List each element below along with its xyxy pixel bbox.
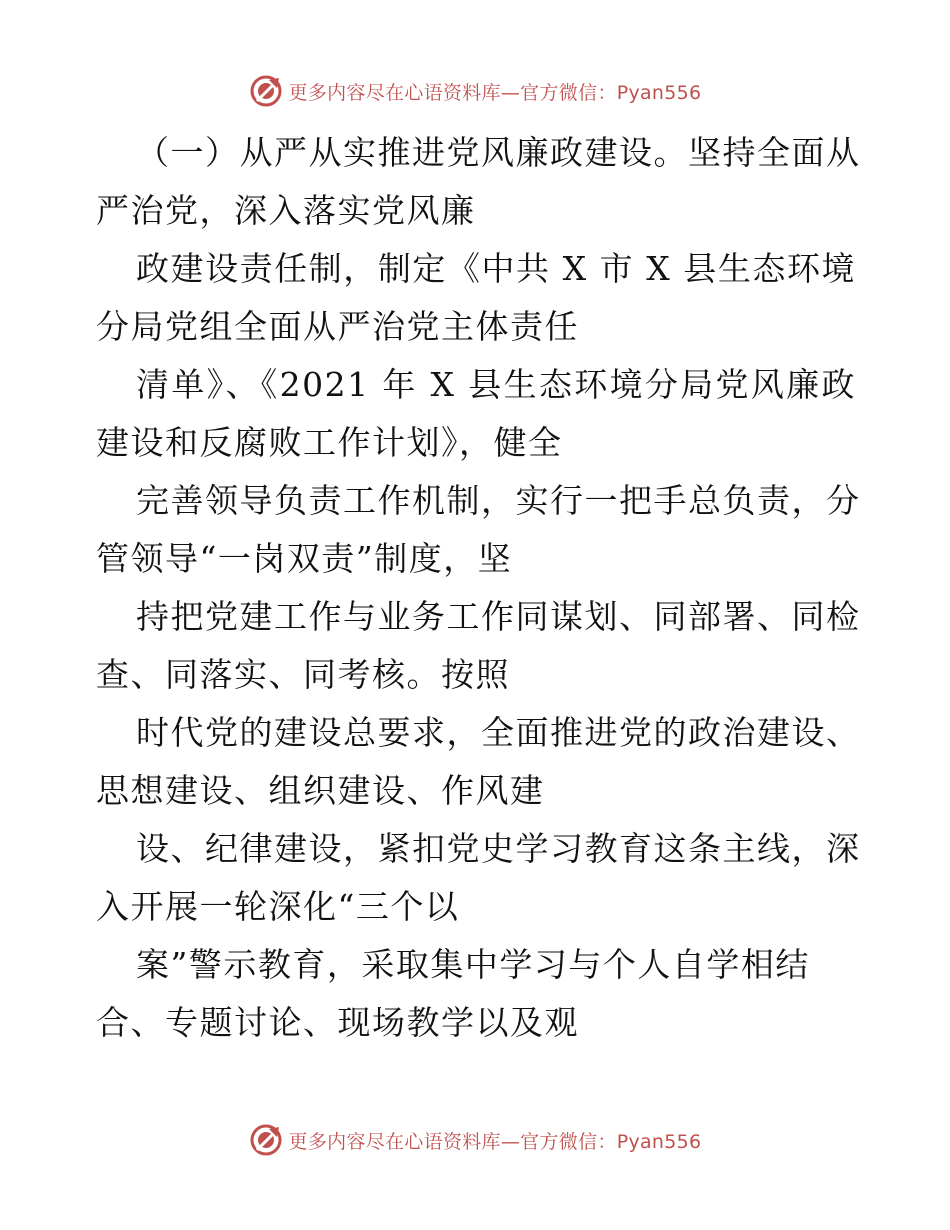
body-line: 案”警示教育，采取集中学习与个人自学相结 [136,945,810,984]
watermark-wechat-label: 官方微信： [520,81,617,104]
body-line: 完善领导负责工作机制，实行一把手总负责，分 [136,481,861,520]
watermark-wechat-id: Pyan556 [616,1130,702,1153]
body-line: 设、纪律建设，紧扣党史学习教育这条主线，深 [136,829,861,868]
body-line: 入开展一轮深化“三个以 [96,887,460,926]
document-body [96,124,861,1052]
watermark-separator: — [500,81,521,104]
watermark-header [0,69,950,113]
body-line: 建设和反腐败工作计划》，健全 [96,423,563,462]
body-line: （一）从严从实推进党风廉政建设。坚持全面从 [136,133,861,172]
watermark-site-text: 更多内容尽在心语资料库 [288,81,501,104]
body-line: 持把党建工作与业务工作同谋划、同部署、同检 [136,597,861,636]
site-logo-icon [249,74,283,108]
watermark-footer [0,1118,950,1162]
body-line: 政建设责任制，制定《中共 X 市 X 县生态环境 [136,249,856,288]
body-line: 清单》、《2021 年 X 县生态环境分局党风廉政 [136,365,856,404]
watermark-site-text: 更多内容尽在心语资料库 [288,1130,501,1153]
body-line: 分局党组全面从严治党主体责任 [96,307,579,346]
watermark-separator: — [500,1130,521,1153]
watermark-text [289,1127,702,1154]
site-logo-icon [249,1123,283,1157]
body-line: 思想建设、组织建设、作风建 [96,771,545,810]
body-line: 严治党，深入落实党风廉 [96,191,476,230]
watermark-wechat-label: 官方微信： [520,1130,617,1153]
body-line: 查、同落实、同考核。按照 [96,655,510,694]
watermark-text [289,78,702,105]
watermark-wechat-id: Pyan556 [616,81,702,104]
body-line: 合、专题讨论、现场教学以及观 [96,1003,579,1042]
body-line: 管领导“一岗双责”制度，坚 [96,539,513,578]
body-line: 时代党的建设总要求，全面推进党的政治建设、 [136,713,861,752]
